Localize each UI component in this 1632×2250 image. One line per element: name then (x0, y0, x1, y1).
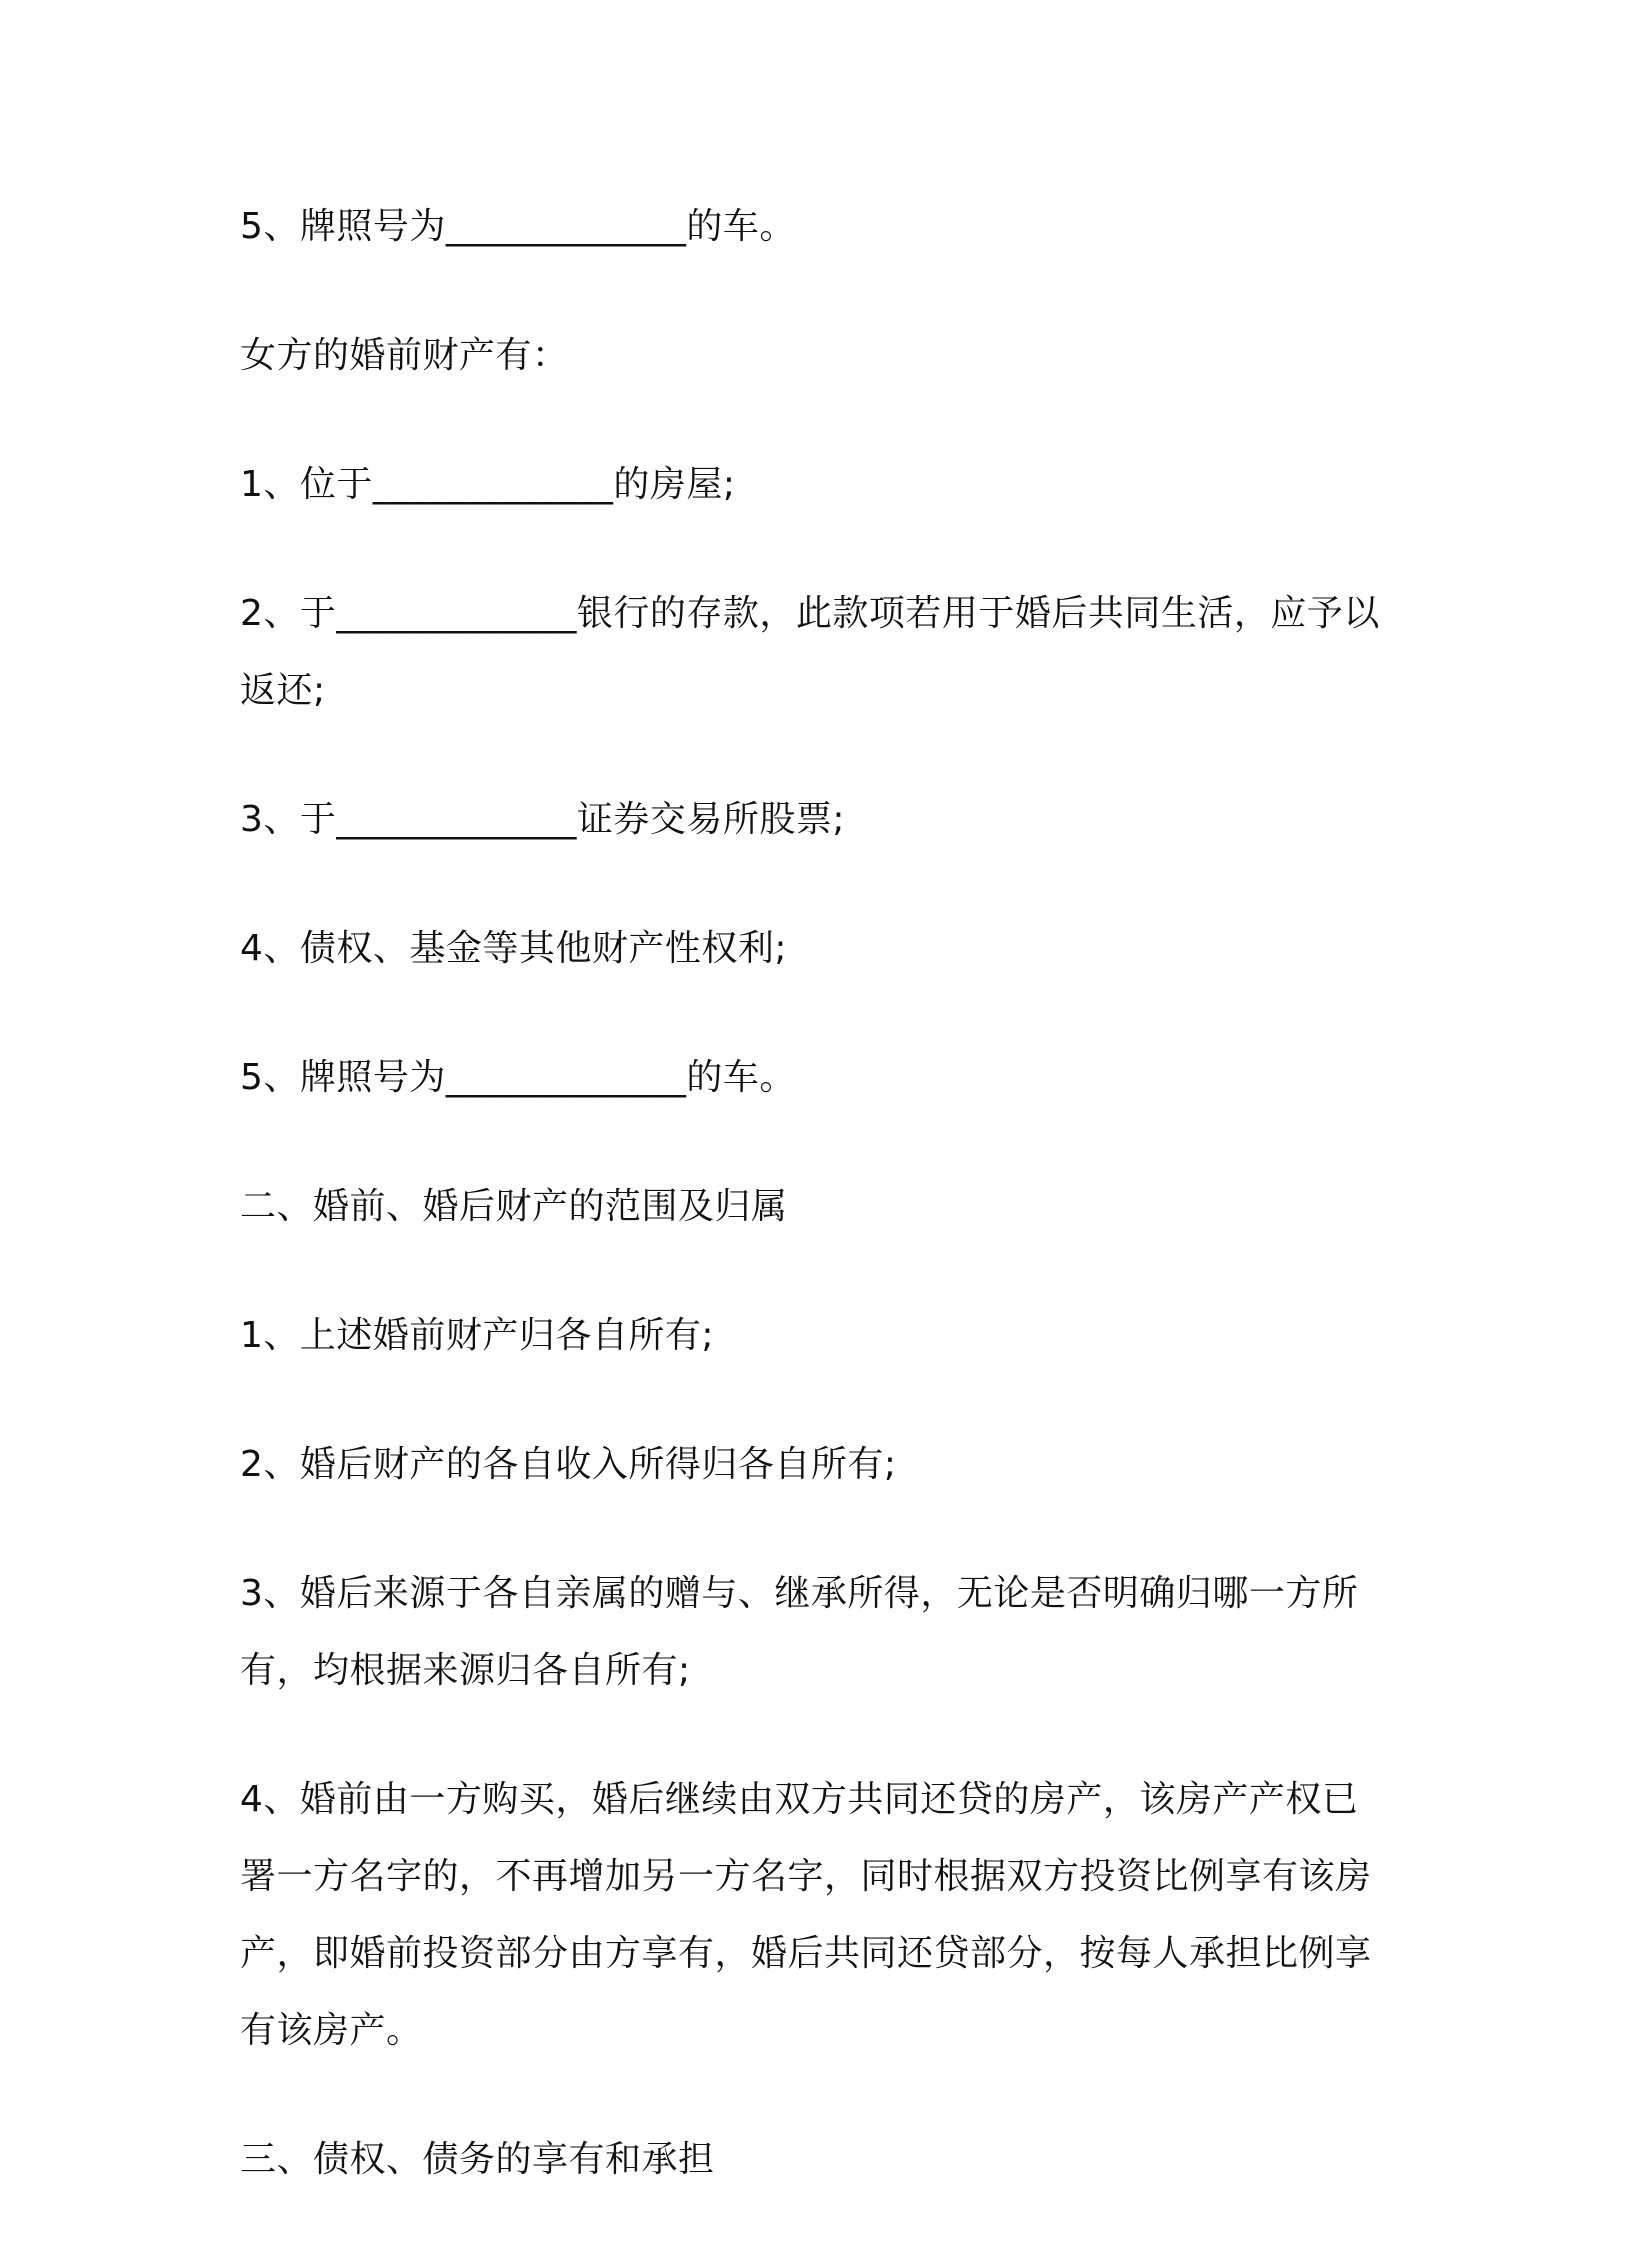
section-heading-property-scope: 二、婚前、婚后财产的范围及归属 (240, 1186, 788, 1227)
paragraph-item-5-car-plate-wife: 5、牌照号为_____________的车。 (240, 1057, 796, 1098)
section-heading-debts: 三、债权、债务的享有和承担 (240, 2139, 715, 2180)
paragraph-item-2-bank-deposit: 2、于_____________银行的存款，此款项若用于婚后共同生活，应予以返还; (240, 593, 1380, 711)
paragraph-item-4-mortgage-property: 4、婚前由一方购买，婚后继续由双方共同还贷的房产，该房产产权已署一方名字的，不再增加另一方名字，同时根据双方投资比例享有该房产，即婚前投资部分由方享有，婚后共同还贷部分，按每人承担比例享有该房产。 (240, 1779, 1372, 2051)
paragraph-item-3-gifts-inheritance: 3、婚后来源于各自亲属的赠与、继承所得，无论是否明确归哪一方所有，均根据来源归各自所有; (240, 1573, 1359, 1691)
paragraph-item-5-car-plate-husband: 5、牌照号为_____________的车。 (240, 206, 796, 247)
paragraph-item-2-income-ownership: 2、婚后财产的各自收入所得归各自所有; (240, 1444, 897, 1485)
section-heading-wife-premarital-property: 女方的婚前财产有： (240, 335, 569, 376)
document-body (240, 188, 1390, 2250)
paragraph-item-3-stocks: 3、于_____________证券交易所股票; (240, 799, 846, 840)
paragraph-item-1-house: 1、位于_____________的房屋; (240, 464, 736, 505)
paragraph-item-1-premarital-ownership: 1、上述婚前财产归各自所有; (240, 1315, 715, 1356)
paragraph-item-4-other-rights: 4、债权、基金等其他财产性权利; (240, 928, 788, 969)
